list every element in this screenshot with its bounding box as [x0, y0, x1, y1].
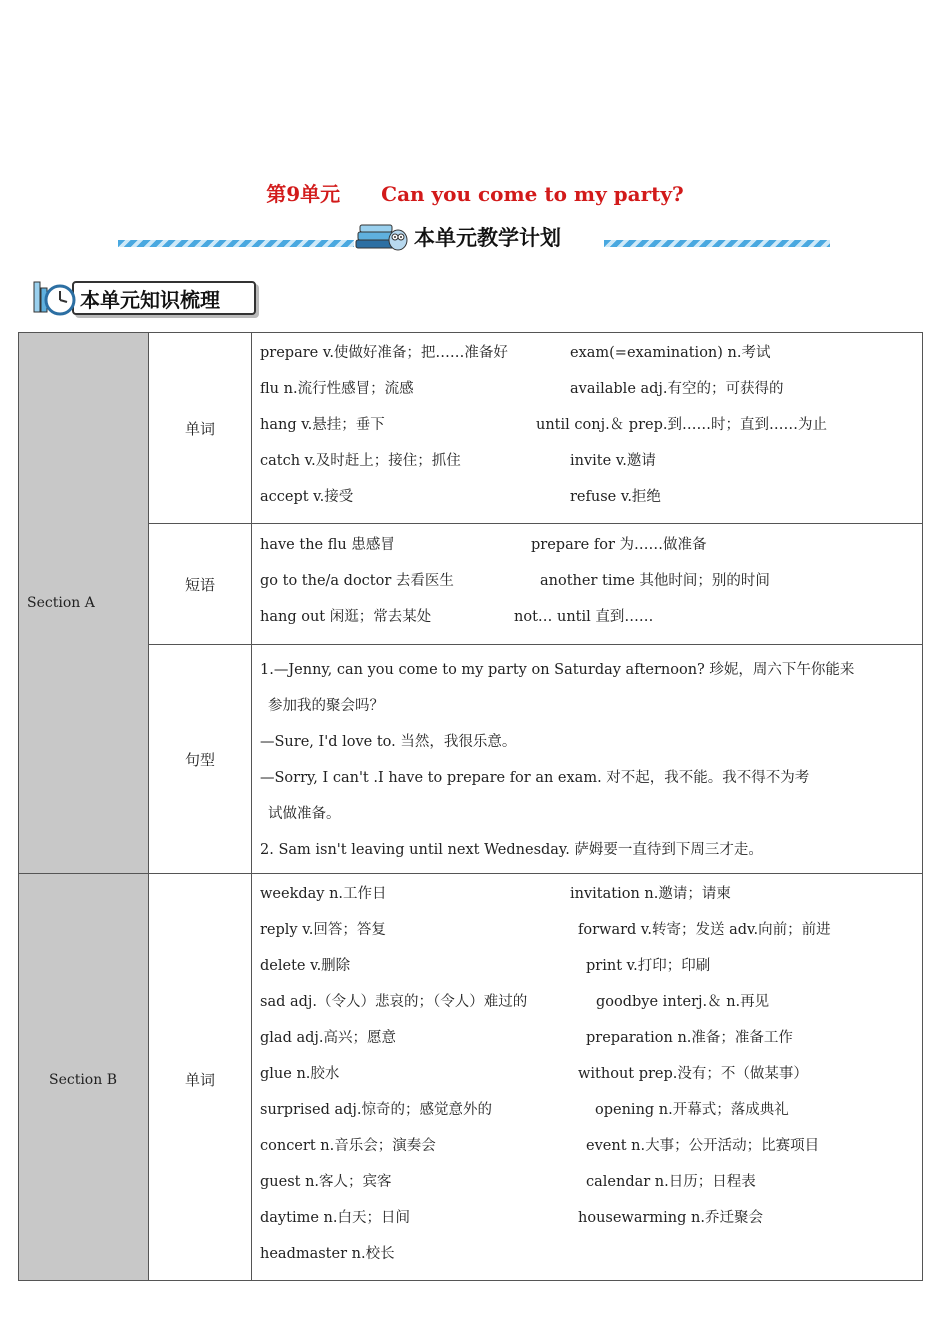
books-owl-icon [354, 222, 410, 252]
word-entry: surprised adj.惊奇的；感觉意外的 [260, 1102, 493, 1118]
phrase-entry: hang out 闲逛；常去某处 [260, 609, 432, 625]
vocab-row [260, 1132, 914, 1168]
phrase-entry: go to the/a doctor 去看医生 [260, 573, 454, 589]
phrase-row [260, 603, 914, 639]
vocab-row [260, 1168, 914, 1204]
phrase-entry: have the flu 患感冒 [260, 537, 395, 553]
vocab-row [260, 483, 914, 519]
word-entry: catch v.及时赶上；接住；抓住 [260, 453, 461, 469]
word-entry: available adj.有空的；可获得的 [570, 381, 784, 397]
banner-stripe-left [118, 240, 354, 247]
word-entry: refuse v.拒绝 [570, 489, 661, 505]
word-entry: weekday n.工作日 [260, 886, 387, 902]
knowledge-section-header [32, 278, 258, 316]
sentence-line: 参加我的聚会吗？ [268, 698, 384, 714]
vocab-row [260, 1240, 914, 1276]
word-entry: forward v.转寄；发送 adv.向前；前进 [578, 922, 831, 938]
phrases-a-content [252, 524, 923, 645]
word-entry: delete v.删除 [260, 958, 351, 974]
word-entry: reply v.回答；答复 [260, 922, 386, 938]
word-entry: calendar n.日历；日程表 [586, 1174, 756, 1190]
section-title: 本单元知识梳理 [80, 288, 220, 312]
word-entry: daytime n.白天；日间 [260, 1210, 410, 1226]
word-entry: opening n.开幕式；落成典礼 [595, 1102, 789, 1118]
word-entry: headmaster n.校长 [260, 1246, 395, 1262]
phrase-entry: not… until 直到…… [514, 609, 654, 625]
unit-name: Can you come to my party? [381, 182, 684, 206]
banner-title: 本单元教学计划 [414, 226, 561, 250]
vocab-row [260, 952, 914, 988]
sentence-line: 2. Sam isn't leaving until next Wednesday. 萨姆要一直待到下周三才走。 [260, 842, 763, 858]
vocab-row [260, 880, 914, 916]
word-entry: without prep.没有；不（做某事） [578, 1066, 808, 1082]
vocab-row [260, 375, 914, 411]
sentences-a-label: 句型 [149, 645, 252, 874]
sentence-line: —Sure, I'd love to. 当然，我很乐意。 [260, 734, 517, 750]
teaching-plan-banner [118, 218, 830, 256]
sentences-a-content [252, 645, 923, 874]
sentence-line: 试做准备。 [268, 806, 341, 822]
vocab-row [260, 447, 914, 483]
knowledge-table [18, 332, 923, 1281]
section-b-cell: Section B [19, 874, 149, 1281]
word-entry: hang v.悬挂；垂下 [260, 417, 385, 433]
word-entry: until conj.＆ prep.到……时；直到……为止 [536, 417, 827, 433]
unit-number: 第9单元 [266, 182, 341, 206]
vocab-row [260, 339, 914, 375]
word-entry: accept v.接受 [260, 489, 354, 505]
word-entry: glad adj.高兴；愿意 [260, 1030, 396, 1046]
vocab-row [260, 916, 914, 952]
word-entry: exam(=examination) n.考试 [570, 345, 771, 361]
banner-stripe-right [604, 240, 830, 247]
word-entry: preparation n.准备；准备工作 [586, 1030, 793, 1046]
sentence-line: 1.—Jenny, can you come to my party on Saturday afternoon? 珍妮，周六下午你能来 [260, 662, 855, 678]
vocab-b-content [252, 874, 923, 1281]
vocab-a-label: 单词 [149, 333, 252, 524]
vocab-row [260, 411, 914, 447]
word-entry: glue n.胶水 [260, 1066, 340, 1082]
vocab-row [260, 1096, 914, 1132]
word-entry: sad adj.（令人）悲哀的；（令人）难过的 [260, 994, 528, 1010]
word-entry: housewarming n.乔迁聚会 [578, 1210, 763, 1226]
word-entry: concert n.音乐会；演奏会 [260, 1138, 436, 1154]
clock-icon [32, 278, 78, 318]
word-entry: print v.打印；印刷 [586, 958, 711, 974]
unit-title [0, 178, 950, 207]
word-entry: flu n.流行性感冒；流感 [260, 381, 414, 397]
phrase-row [260, 531, 914, 567]
phrase-entry: another time 其他时间；别的时间 [540, 573, 770, 589]
word-entry: goodbye interj.＆ n.再见 [596, 994, 770, 1010]
word-entry: invite v.邀请 [570, 453, 656, 469]
section-a-cell: Section A [19, 333, 149, 874]
vocab-row [260, 1060, 914, 1096]
word-entry: guest n.客人；宾客 [260, 1174, 392, 1190]
sentence-line: —Sorry, I can't .I have to prepare for an exam. 对不起，我不能。我不得不为考 [260, 770, 810, 786]
word-entry: prepare v.使做好准备；把……准备好 [260, 345, 508, 361]
phrase-row [260, 567, 914, 603]
phrase-entry: prepare for 为……做准备 [531, 537, 707, 553]
word-entry: event n.大事；公开活动；比赛项目 [586, 1138, 820, 1154]
vocab-b-label: 单词 [149, 874, 252, 1281]
vocab-row [260, 1024, 914, 1060]
word-entry: invitation n.邀请；请柬 [570, 886, 731, 902]
vocab-row [260, 988, 914, 1024]
vocab-a-content [252, 333, 923, 524]
vocab-row [260, 1204, 914, 1240]
phrases-a-label: 短语 [149, 524, 252, 645]
